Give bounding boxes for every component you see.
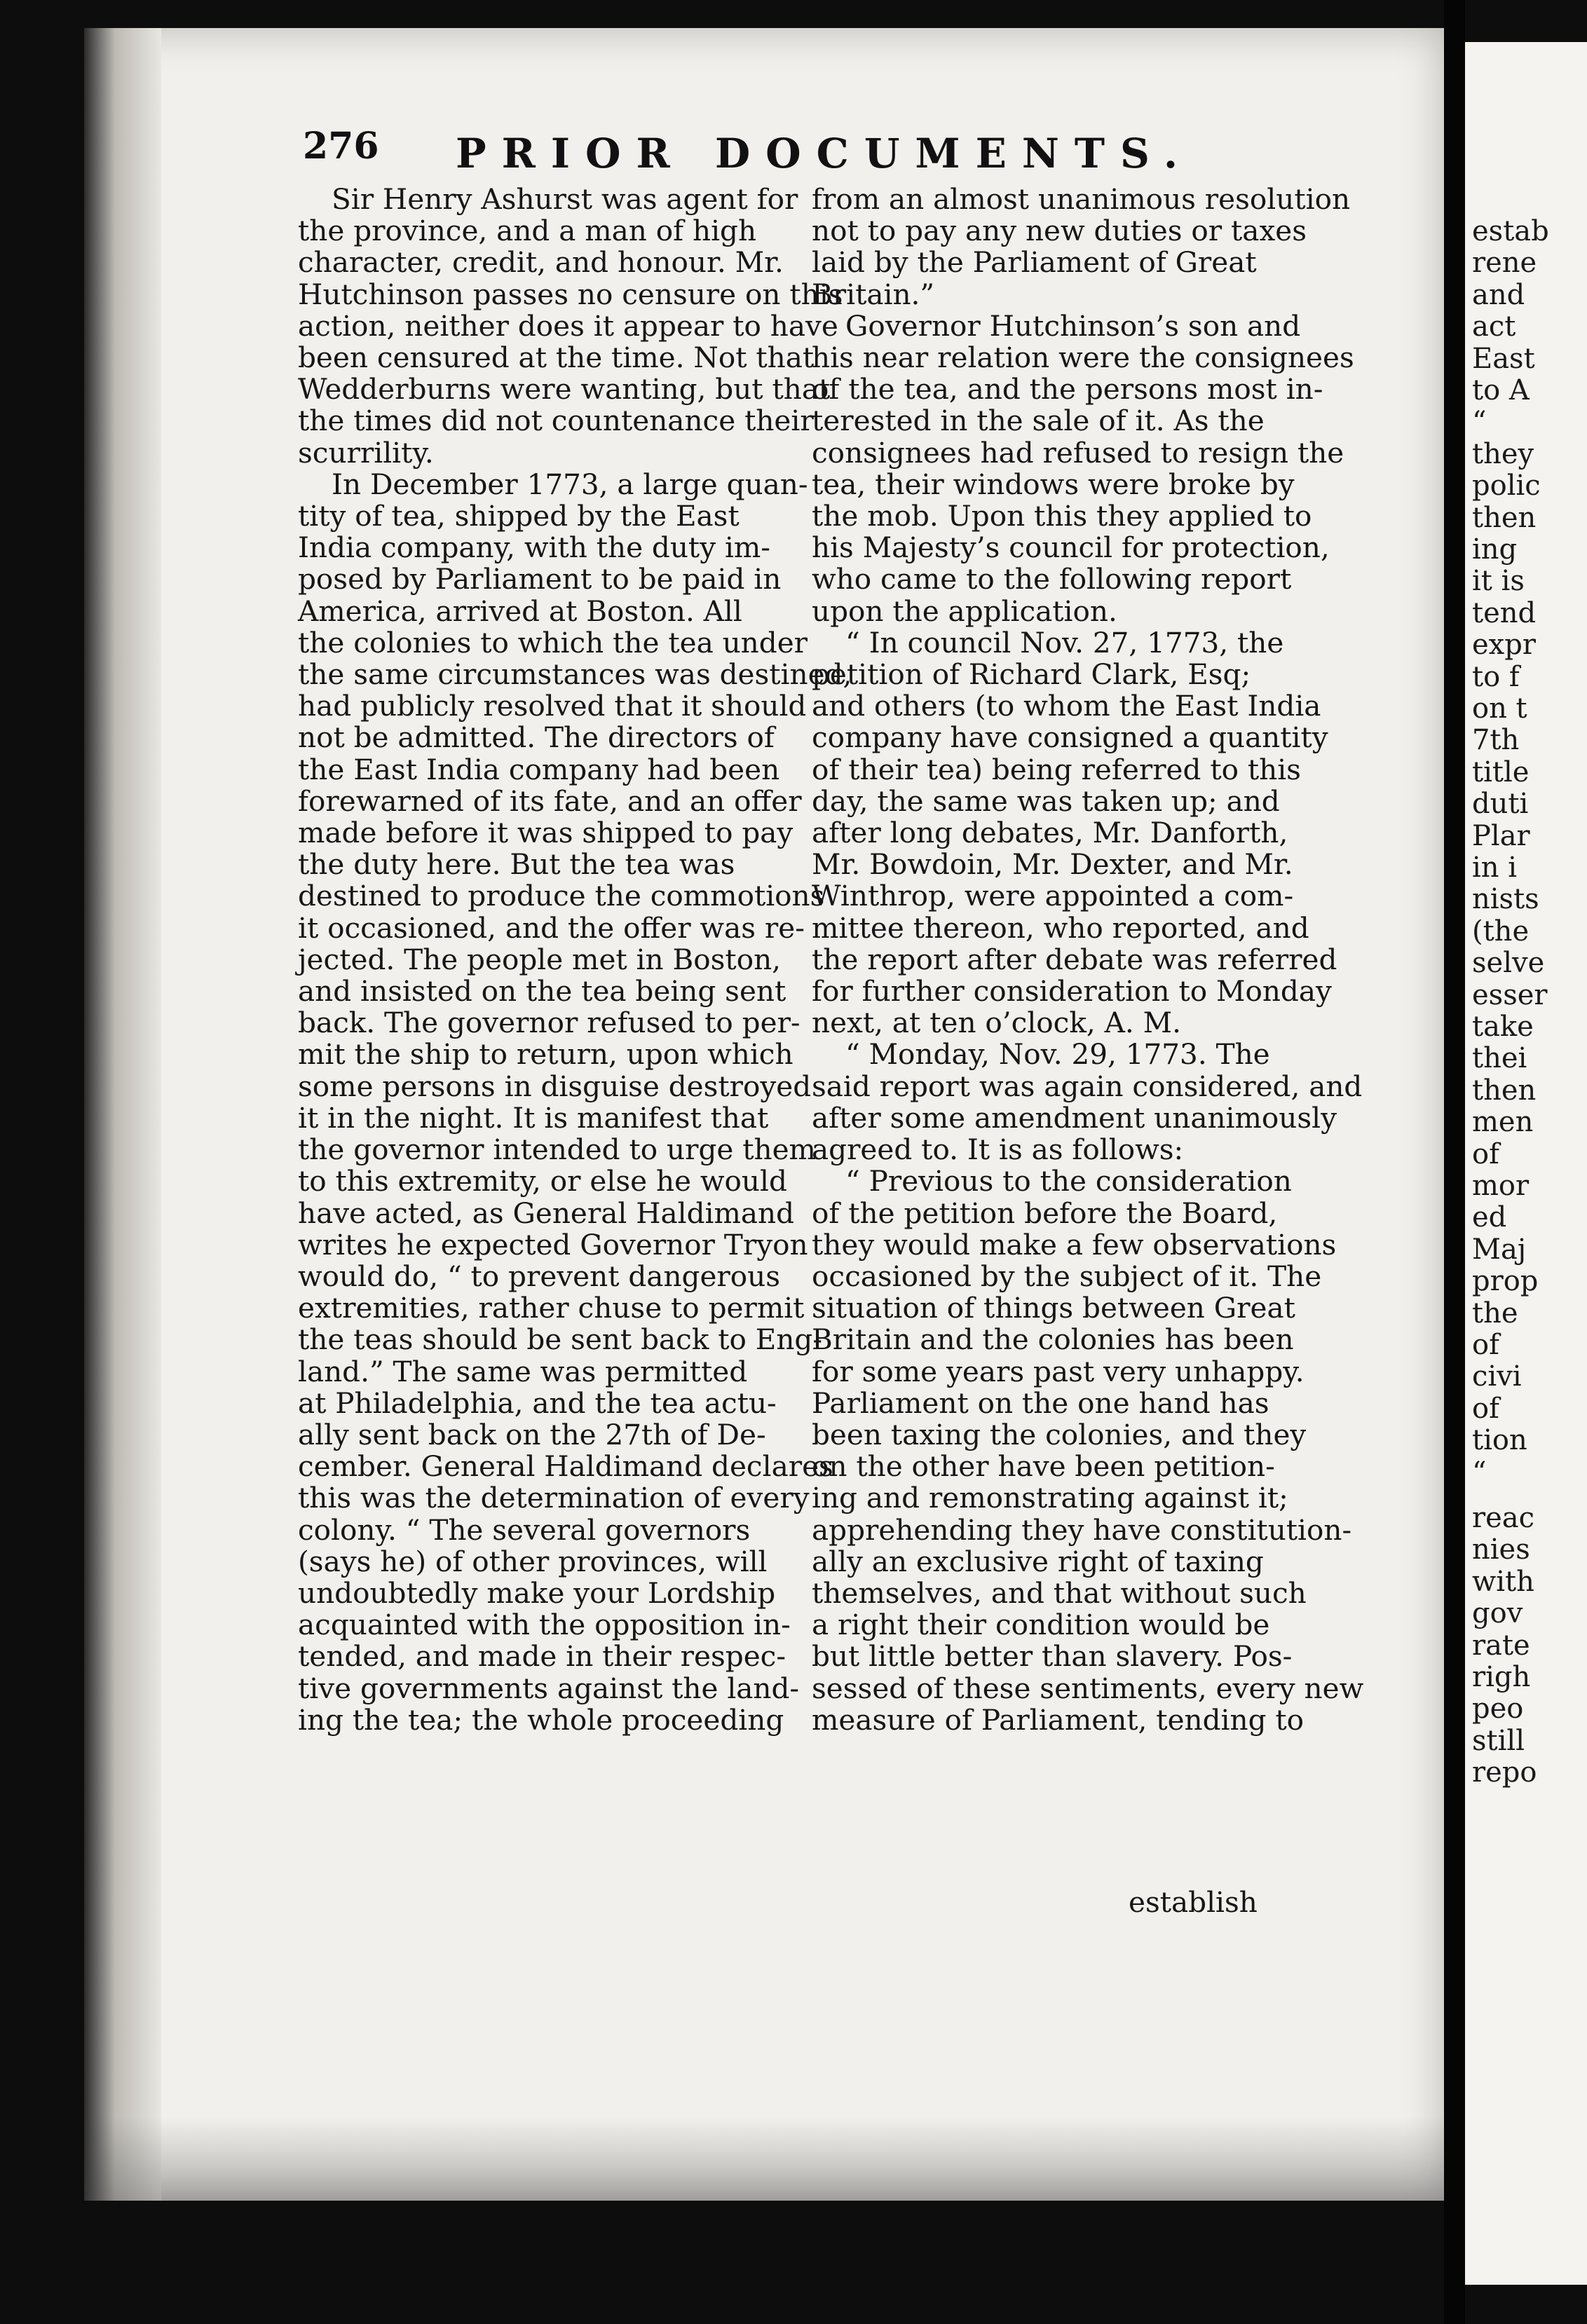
text-line: but little better than slavery. Pos- <box>812 1639 1293 1674</box>
text-line: character, credit, and honour. Mr. <box>298 245 784 280</box>
facing-page-fragment: to f <box>1472 660 1520 693</box>
text-line: undoubtedly make your Lordship <box>298 1575 776 1610</box>
facing-page <box>1465 42 1587 2285</box>
facing-page-fragment: repo <box>1472 1756 1537 1789</box>
catchword: establish <box>1129 1885 1258 1919</box>
text-line: to this extremity, or else he would <box>298 1164 787 1198</box>
text-line: the East India company had been <box>298 752 780 786</box>
text-line: tive governments against the land- <box>298 1671 800 1705</box>
facing-page-fragment: “ <box>1472 406 1487 439</box>
facing-page-fragment: “ <box>1472 1456 1487 1489</box>
left-column <box>298 182 852 1737</box>
facing-page-fragment: (the <box>1472 915 1530 948</box>
text-line: and others (to whom the East India <box>812 689 1321 723</box>
right-column <box>812 182 1364 1737</box>
facing-page-fragment: duti <box>1472 788 1529 821</box>
page-number: 276 <box>303 125 379 168</box>
facing-page-fragment: prop <box>1472 1265 1539 1298</box>
text-line: petition of Richard Clark, Esq; <box>812 657 1251 692</box>
text-line: Sir Henry Ashurst was agent for <box>332 182 798 216</box>
text-line: writes he expected Governor Tryon <box>298 1227 808 1262</box>
text-line: of the petition before the Board, <box>812 1196 1278 1230</box>
text-line: scurrility. <box>298 435 434 470</box>
text-line: consignees had refused to resign the <box>812 435 1344 470</box>
facing-page-fragment: then <box>1472 1074 1537 1107</box>
facing-page-fragment: act <box>1472 310 1516 343</box>
facing-page-fragment: then <box>1472 501 1537 534</box>
text-line: who came to the following report <box>812 562 1292 596</box>
facing-page-fragment: thei <box>1472 1042 1527 1075</box>
text-line: Parliament on the one hand has <box>812 1386 1269 1420</box>
text-line: Hutchinson passes no censure on this <box>298 277 843 311</box>
facing-page-fragment: title <box>1472 756 1530 788</box>
page-edge-shadow <box>84 28 161 2201</box>
text-line: measure of Parliament, tending to <box>812 1702 1305 1737</box>
text-line: apprehending they have constitution- <box>812 1512 1352 1547</box>
facing-page-fragment: still <box>1472 1724 1525 1757</box>
text-line: acquainted with the opposition in- <box>298 1608 791 1642</box>
facing-page-fragment: selve <box>1472 947 1545 980</box>
facing-page-fragment: civi <box>1472 1360 1522 1393</box>
text-line: forewarned of its fate, and an offer <box>298 784 802 818</box>
text-line: next, at ten o’clock, A. M. <box>812 1006 1181 1040</box>
facing-page-fragment: of <box>1472 1329 1499 1361</box>
text-line: a right their condition would be <box>812 1608 1270 1642</box>
text-line: themselves, and that without such <box>812 1575 1307 1610</box>
text-line: the teas should be sent back to Eng- <box>298 1322 823 1357</box>
text-line: land.” The same was permitted <box>298 1354 748 1388</box>
text-line: said report was again considered, and <box>812 1069 1363 1103</box>
text-line: (says he) of other provinces, will <box>298 1544 768 1578</box>
facing-page-fragment: the <box>1472 1297 1518 1330</box>
text-line: after some amendment unanimously <box>812 1100 1337 1135</box>
text-line: the province, and a man of high <box>298 214 757 248</box>
text-line: this was the determination of every <box>298 1481 810 1515</box>
text-line: ally an exclusive right of taxing <box>812 1544 1264 1578</box>
text-line: laid by the Parliament of Great <box>812 245 1257 280</box>
text-line: it occasioned, and the offer was re- <box>298 910 805 945</box>
text-line: Mr. Bowdoin, Mr. Dexter, and Mr. <box>812 847 1293 882</box>
text-line: the governor intended to urge them <box>298 1133 816 1167</box>
text-line: America, arrived at Boston. All <box>298 594 742 628</box>
page-bottom-shadow <box>84 2117 1444 2201</box>
text-line: for some years past very unhappy. <box>812 1354 1305 1388</box>
text-line: mittee thereon, who reported, and <box>812 910 1309 945</box>
facing-page-fragment: righ <box>1472 1661 1531 1693</box>
text-line: “ In council Nov. 27, 1773, the <box>845 625 1284 659</box>
facing-page-fragment: to A <box>1472 374 1530 406</box>
running-title: PRIOR DOCUMENTS. <box>456 130 1194 177</box>
facing-page-fragment: ed <box>1472 1201 1507 1234</box>
text-line: agreed to. It is as follows: <box>812 1133 1184 1167</box>
facing-page-fragment: estab <box>1472 215 1549 247</box>
text-line: the duty here. But the tea was <box>298 847 735 882</box>
text-line: tended, and made in their respec- <box>298 1639 786 1674</box>
text-line: Winthrop, were appointed a com- <box>812 879 1294 913</box>
facing-page-fragment: nists <box>1472 883 1539 916</box>
facing-page-fragment: East <box>1472 342 1535 375</box>
facing-page-fragment: mor <box>1472 1170 1530 1202</box>
text-line: not to pay any new duties or taxes <box>812 214 1307 248</box>
text-line: they would make a few observations <box>812 1227 1337 1262</box>
facing-page-fragment: they <box>1472 437 1534 470</box>
text-line: cember. General Haldimand declares <box>298 1449 833 1484</box>
text-line: ing the tea; the whole proceeding <box>298 1702 784 1737</box>
text-line: Britain and the colonies has been <box>812 1322 1294 1357</box>
facing-page-fragment: it is <box>1472 565 1525 598</box>
facing-page-fragment: polic <box>1472 470 1541 503</box>
text-line: ally sent back on the 27th of De- <box>298 1417 766 1451</box>
text-line: been censured at the time. Not that <box>298 341 815 375</box>
text-line: it in the night. It is manifest that <box>298 1100 769 1135</box>
facing-page-fragment: tion <box>1472 1424 1527 1457</box>
facing-page-fragment: in i <box>1472 852 1518 884</box>
text-line: Governor Hutchinson’s son and <box>845 308 1301 343</box>
text-line: destined to produce the commotions <box>298 879 825 913</box>
text-line: In December 1773, a large quan- <box>332 467 808 501</box>
text-line: after long debates, Mr. Danforth, <box>812 816 1288 850</box>
text-line: “ Previous to the consideration <box>845 1164 1292 1198</box>
text-line: occasioned by the subject of it. The <box>812 1259 1322 1293</box>
facing-page-fragment: Plar <box>1472 819 1530 852</box>
text-line: at Philadelphia, and the tea actu- <box>298 1386 777 1420</box>
facing-page-fragment: ing <box>1472 533 1518 566</box>
text-line: “ Monday, Nov. 29, 1773. The <box>845 1037 1270 1072</box>
text-line: colony. “ The several governors <box>298 1512 751 1547</box>
text-line: extremities, rather chuse to permit <box>298 1291 805 1325</box>
text-line: company have consigned a quantity <box>812 720 1328 755</box>
text-line: been taxing the colonies, and they <box>812 1417 1307 1451</box>
text-line: the report after debate was referred <box>812 942 1337 976</box>
facing-page-fragment: tend <box>1472 596 1537 629</box>
text-line: for further consideration to Monday <box>812 974 1332 1009</box>
text-line: his near relation were the consignees <box>812 341 1354 375</box>
text-line: upon the application. <box>812 594 1117 628</box>
facing-page-fragment: nies <box>1472 1533 1530 1566</box>
text-line: jected. The people met in Boston, <box>298 942 782 976</box>
text-line: have acted, as General Haldimand <box>298 1196 795 1230</box>
text-line: tity of tea, shipped by the East <box>298 499 740 533</box>
text-line: situation of things between Great <box>812 1291 1295 1325</box>
facing-page-fragment: reac <box>1472 1502 1535 1534</box>
text-line: Wedderburns were wanting, but that <box>298 372 831 406</box>
facing-page-fragment: rene <box>1472 247 1537 280</box>
text-line: sessed of these sentiments, every new <box>812 1671 1364 1705</box>
text-line: had publicly resolved that it should <box>298 689 807 723</box>
facing-page-fragment: peo <box>1472 1693 1524 1725</box>
text-line: back. The governor refused to per- <box>298 1006 801 1040</box>
text-line: the times did not countenance their <box>298 404 814 438</box>
facing-page-fragment: with <box>1472 1565 1534 1598</box>
text-line: made before it was shipped to pay <box>298 816 794 850</box>
text-line: of their tea) being referred to this <box>812 752 1301 786</box>
facing-page-fragment: 7th <box>1472 724 1520 757</box>
text-line: not be admitted. The directors of <box>298 720 775 755</box>
text-line: Britain.” <box>812 277 935 311</box>
text-line: terested in the sale of it. As the <box>812 404 1265 438</box>
text-line: the colonies to which the tea under <box>298 625 808 659</box>
book-gutter <box>1444 0 1465 2324</box>
facing-page-fragment: and <box>1472 278 1525 311</box>
facing-page-fragment: take <box>1472 1011 1534 1043</box>
text-line: tea, their windows were broke by <box>812 467 1295 501</box>
text-line: the same circumstances was destined, <box>298 657 852 692</box>
text-line: of the tea, and the persons most in- <box>812 372 1323 406</box>
facing-page-fragment: Maj <box>1472 1233 1527 1266</box>
facing-page-fragment: expr <box>1472 629 1536 662</box>
facing-page-fragment: on t <box>1472 692 1527 725</box>
text-line: and insisted on the tea being sent <box>298 974 786 1009</box>
text-line: on the other have been petition- <box>812 1449 1275 1484</box>
text-line: the mob. Upon this they applied to <box>812 499 1312 533</box>
text-line: ing and remonstrating against it; <box>812 1481 1288 1515</box>
facing-page-fragment: esser <box>1472 978 1548 1011</box>
text-line: posed by Parliament to be paid in <box>298 562 782 596</box>
text-line: would do, “ to prevent dangerous <box>298 1259 781 1293</box>
facing-page-fragment: gov <box>1472 1597 1523 1630</box>
text-line: action, neither does it appear to have <box>298 308 838 343</box>
text-line: India company, with the duty im- <box>298 531 770 565</box>
text-line: from an almost unanimous resolution <box>812 182 1351 216</box>
text-line: mit the ship to return, upon which <box>298 1037 794 1072</box>
facing-page-fragment: men <box>1472 1106 1534 1139</box>
text-line: his Majesty’s council for protection, <box>812 531 1330 565</box>
facing-page-fragment: rate <box>1472 1629 1530 1662</box>
text-line: day, the same was taken up; and <box>812 784 1280 818</box>
facing-page-fragment: of <box>1472 1137 1499 1170</box>
text-line: some persons in disguise destroyed <box>298 1069 812 1103</box>
facing-page-fragment: of <box>1472 1392 1499 1425</box>
